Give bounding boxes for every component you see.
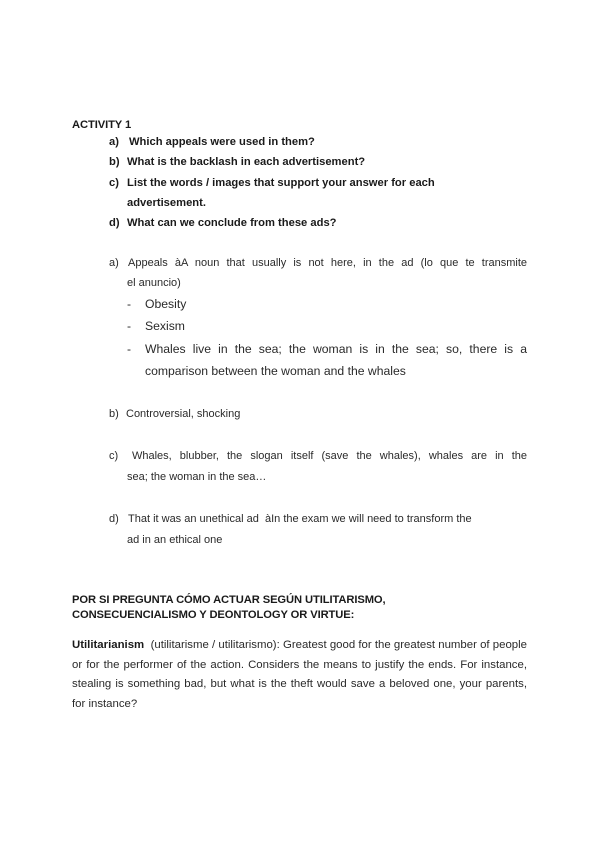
answer-a-marker: a) bbox=[109, 257, 119, 269]
utilitarianism-term: Utilitarianism bbox=[72, 639, 145, 651]
question-b: What is the backlash in each advertisement? bbox=[127, 156, 366, 168]
section-heading-line2: CONSECUENCIALISMO Y DEONTOLOGY OR VIRTUE: bbox=[72, 609, 355, 621]
question-a-marker: a) bbox=[109, 136, 119, 148]
question-c-continuation: advertisement. bbox=[127, 197, 206, 209]
question-a: Which appeals were used in them? bbox=[129, 136, 315, 148]
answer-d-marker: d) bbox=[109, 513, 119, 525]
question-c: List the words / images that support your answer for each bbox=[127, 177, 435, 189]
answer-d-line2: ad in an ethical one bbox=[127, 534, 223, 546]
section-heading-line1: POR SI PREGUNTA CÓMO ACTUAR SEGÚN UTILITARISMO, bbox=[72, 594, 386, 606]
bullet-dash: - bbox=[127, 319, 132, 333]
question-d-marker: d) bbox=[109, 217, 120, 229]
answer-b-text: Controversial, shocking bbox=[126, 408, 241, 420]
bullet-dash: - bbox=[127, 342, 132, 356]
bullet-whales-line1: Whales live in the sea; the woman is in the sea; so, there is a bbox=[145, 342, 527, 356]
answer-a-line2: el anuncio) bbox=[127, 277, 181, 289]
answer-b-marker: b) bbox=[109, 408, 119, 420]
question-b-marker: b) bbox=[109, 156, 120, 168]
utilitarianism-definition: (utilitarisme / utilitarismo): Greatest good for the greatest number of people or for the performer of the action. Considers the means to justify the ends. For instance, stealing is something bad, but what is the theft would save a beloved one, your parents, for instance? bbox=[72, 639, 527, 710]
answer-d-line1: That it was an unethical ad àIn the exam we will need to transform the bbox=[128, 513, 472, 525]
activity-title: ACTIVITY 1 bbox=[72, 119, 132, 131]
answer-a-line1: Appeals àA noun that usually is not here, in the ad (lo que te transmite bbox=[128, 257, 527, 269]
answer-c-line1: Whales, blubber, the slogan itself (save the whales), whales are in the bbox=[132, 450, 527, 462]
question-c-marker: c) bbox=[109, 177, 119, 189]
utilitarianism-paragraph bbox=[72, 636, 527, 714]
bullet-whales-line2: comparison between the woman and the whales bbox=[145, 364, 406, 378]
answer-c-line2: sea; the woman in the sea… bbox=[127, 471, 267, 483]
question-d: What can we conclude from these ads? bbox=[127, 217, 337, 229]
bullet-dash: - bbox=[127, 297, 132, 311]
answer-c-marker: c) bbox=[109, 450, 119, 462]
bullet-obesity: Obesity bbox=[145, 297, 187, 311]
bullet-sexism: Sexism bbox=[145, 319, 185, 333]
